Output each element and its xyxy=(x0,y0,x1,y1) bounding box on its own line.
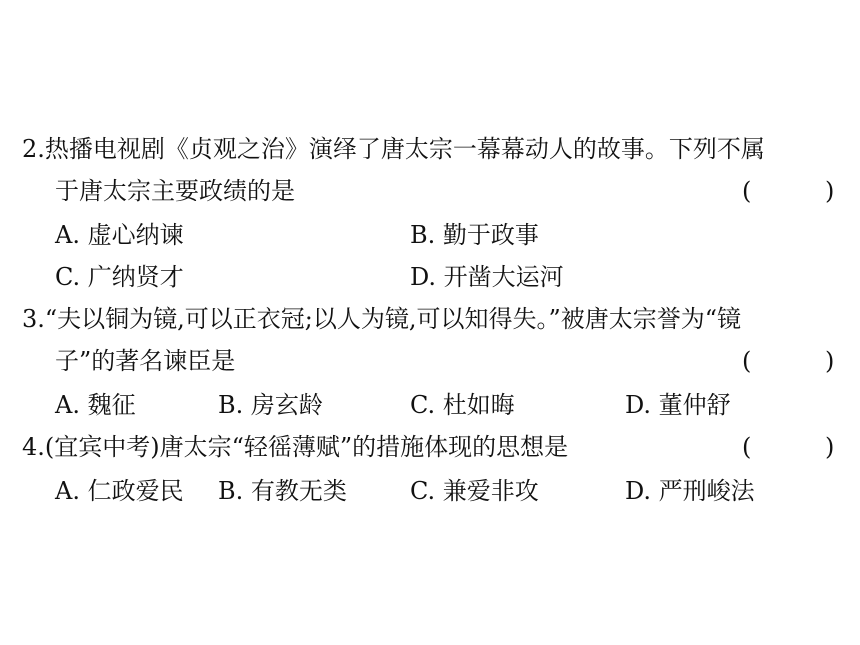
question-3-stem: “夫以铜为镜,可以正衣冠;以人为镜,可以知得失。”被唐太宗誉为“镜 xyxy=(44,305,742,333)
question-3-option-d xyxy=(625,390,731,420)
option-label: C. xyxy=(410,391,436,419)
option-text: 严刑峻法 xyxy=(658,477,755,505)
question-3-option-a xyxy=(55,390,136,420)
question-2-number: 2. xyxy=(22,135,45,163)
option-label: A. xyxy=(55,221,80,249)
option-label: A. xyxy=(55,391,80,419)
question-2-option-d xyxy=(410,262,564,292)
question-4-option-d xyxy=(625,476,755,506)
question-4-stem: (宜宾中考)唐太宗“轻徭薄赋”的措施体现的思想是 xyxy=(44,433,569,461)
question-4-number: 4. xyxy=(22,433,45,461)
question-4-option-a xyxy=(55,476,184,506)
question-4-stem-line1 xyxy=(22,432,568,462)
option-text: 杜如晦 xyxy=(442,391,515,419)
option-label: A. xyxy=(55,477,80,505)
question-3-stem-line1 xyxy=(22,304,741,334)
option-label: D. xyxy=(625,477,652,505)
option-label: B. xyxy=(218,477,244,505)
option-text: 房玄龄 xyxy=(250,391,323,419)
question-2-answer-paren-close: ) xyxy=(825,177,835,205)
option-text: 有教无类 xyxy=(250,477,347,505)
question-3-stem-line2: 子”的著名谏臣是 xyxy=(55,347,236,375)
option-text: 仁政爱民 xyxy=(87,477,184,505)
question-2-stem-line1 xyxy=(22,134,765,164)
question-2-stem-line2: 于唐太宗主要政绩的是 xyxy=(55,177,295,205)
question-2-answer-paren-open: ( xyxy=(742,177,752,205)
option-text: 开凿大运河 xyxy=(443,263,564,291)
question-2-option-b xyxy=(410,220,539,250)
question-2-option-c xyxy=(55,262,184,292)
option-text: 魏征 xyxy=(87,391,136,419)
option-text: 广纳贤才 xyxy=(87,263,184,291)
question-3-option-b xyxy=(218,390,323,420)
question-3-number: 3. xyxy=(22,305,45,333)
question-4-option-b xyxy=(218,476,347,506)
question-3-answer-paren-close: ) xyxy=(825,347,835,375)
question-3-option-c xyxy=(410,390,515,420)
option-label: B. xyxy=(218,391,244,419)
question-4-answer-paren-close: ) xyxy=(825,433,835,461)
option-text: 勤于政事 xyxy=(442,221,539,249)
option-text: 兼爱非攻 xyxy=(442,477,539,505)
question-4-answer-paren-open: ( xyxy=(742,433,752,461)
question-3-answer-paren-open: ( xyxy=(742,347,752,375)
option-text: 虚心纳谏 xyxy=(87,221,184,249)
option-label: B. xyxy=(410,221,436,249)
option-label: D. xyxy=(410,263,437,291)
question-2-option-a xyxy=(55,220,184,250)
option-label: C. xyxy=(55,263,81,291)
question-2-stem: 热播电视剧《贞观之治》演绎了唐太宗一幕幕动人的故事。下列不属 xyxy=(44,135,765,163)
option-label: D. xyxy=(625,391,652,419)
option-label: C. xyxy=(410,477,436,505)
option-text: 董仲舒 xyxy=(658,391,731,419)
question-4-option-c xyxy=(410,476,539,506)
